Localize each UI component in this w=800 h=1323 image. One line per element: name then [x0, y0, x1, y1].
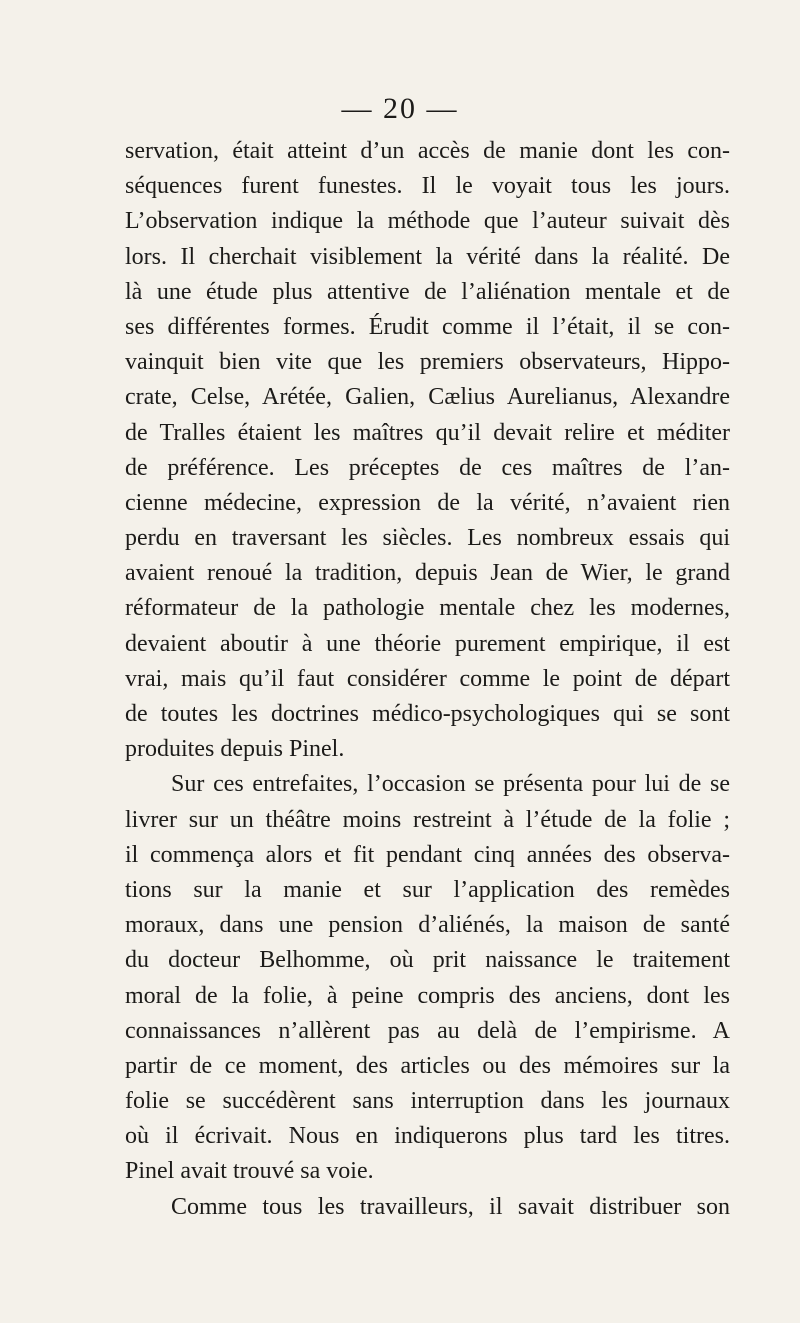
body-text	[125, 134, 730, 1225]
text-line: de préférence. Les préceptes de ces maîtres de l’an-	[125, 454, 730, 481]
text-line: partir de ce moment, des articles ou des mémoires sur la	[125, 1052, 730, 1079]
text-line: connaissances n’allèrent pas au delà de l’empirisme. A	[125, 1017, 730, 1044]
paragraph-start-line: Comme tous les travailleurs, il savait distribuer son	[171, 1193, 730, 1220]
paragraph-start-line: Sur ces entrefaites, l’occasion se présenta pour lui de se	[171, 771, 730, 798]
text-line: tions sur la manie et sur l’application des remèdes	[125, 876, 730, 903]
text-line: de toutes les doctrines médico-psychologiques qui se sont	[125, 701, 730, 727]
text-line: avaient renoué la tradition, depuis Jean de Wier, le grand	[125, 560, 730, 587]
text-line: crate, Celse, Arétée, Galien, Cælius Aurelianus, Alexandre	[125, 384, 730, 411]
text-line: lors. Il cherchait visiblement la vérité dans la réalité. De	[125, 243, 730, 270]
text-line: séquences furent funestes. Il le voyait tous les jours.	[125, 173, 730, 200]
text-line: moral de la folie, à peine compris des anciens, dont les	[125, 982, 730, 1009]
text-line: perdu en traversant les siècles. Les nombreux essais qui	[125, 525, 730, 552]
text-line: vainquit bien vite que les premiers observateurs, Hippo-	[125, 349, 730, 376]
paragraph-end-line: Pinel avait trouvé sa voie.	[125, 1158, 374, 1185]
text-line: où il écrivait. Nous en indiquerons plus tard les titres.	[125, 1123, 730, 1150]
text-line: ses différentes formes. Érudit comme il l’était, il se con-	[125, 313, 730, 340]
text-line: folie se succédèrent sans interruption dans les journaux	[125, 1088, 730, 1115]
text-line: servation, était atteint d’un accès de manie dont les con-	[125, 138, 730, 164]
text-line: vrai, mais qu’il faut considérer comme le point de départ	[125, 665, 730, 692]
text-line: livrer sur un théâtre moins restreint à l’étude de la folie ;	[125, 806, 730, 833]
text-line: il commença alors et fit pendant cinq années des observa-	[125, 841, 730, 868]
text-line: moraux, dans une pension d’aliénés, la maison de santé	[125, 912, 730, 939]
page-number: — 20 —	[341, 92, 459, 125]
text-line: là une étude plus attentive de l’aliénation mentale et de	[125, 278, 730, 305]
text-line: réformateur de la pathologie mentale chez les modernes,	[125, 595, 730, 622]
text-line: devaient aboutir à une théorie purement empirique, il est	[125, 630, 730, 657]
paragraph-end-line: produites depuis Pinel.	[125, 736, 345, 763]
text-line: cienne médecine, expression de la vérité, n’avaient rien	[125, 489, 730, 516]
text-line: L’observation indique la méthode que l’auteur suivait dès	[125, 208, 730, 235]
text-line: de Tralles étaient les maîtres qu’il devait relire et méditer	[125, 419, 730, 446]
text-line: du docteur Belhomme, où prit naissance le traitement	[125, 947, 730, 974]
